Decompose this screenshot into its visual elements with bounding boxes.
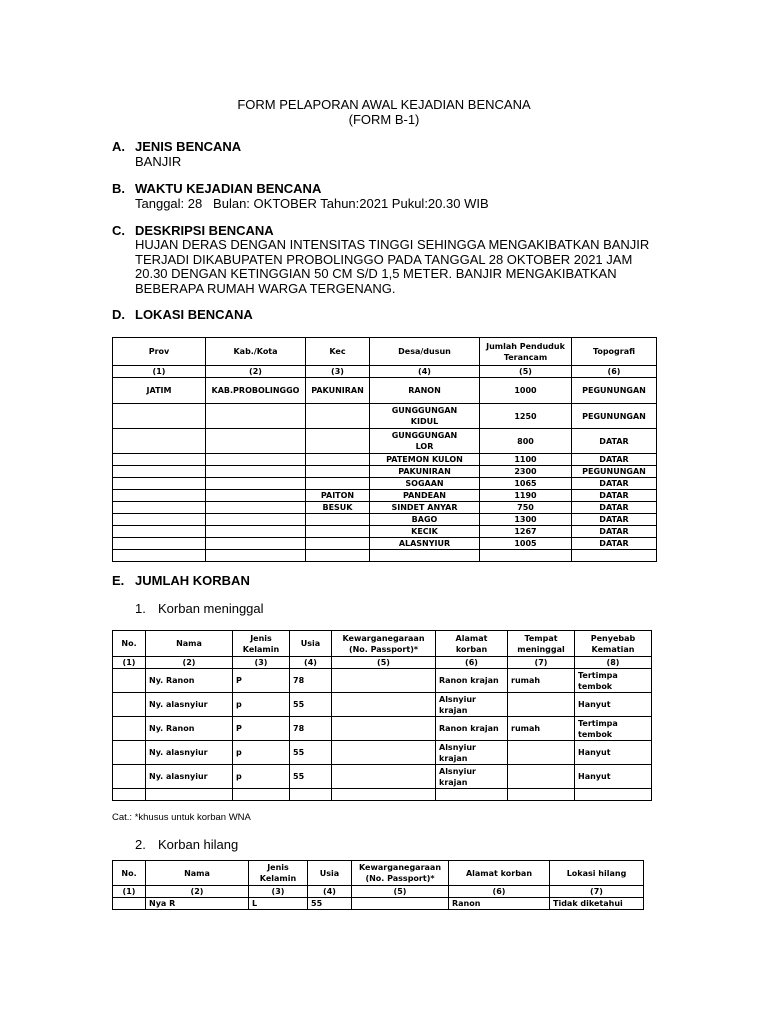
table-row (113, 789, 652, 801)
column-header: Topografi (572, 338, 657, 366)
table-cell: Ranon krajan (436, 717, 508, 741)
table-cell: p (233, 693, 290, 717)
column-number: (3) (306, 366, 370, 378)
table-row (113, 526, 657, 538)
section-heading: JUMLAH KORBAN (135, 573, 250, 588)
table-cell: 55 (290, 693, 332, 717)
table-cell (113, 514, 206, 526)
column-number: (1) (113, 657, 146, 669)
table-cell: PEGUNUNGAN (572, 466, 657, 478)
table-cell: Alsnyiur krajan (436, 765, 508, 789)
table-cell: PEGUNUNGAN (572, 378, 657, 404)
section-heading: DESKRIPSI BENCANA (135, 223, 274, 238)
table-row (113, 741, 652, 765)
section-letter: C. (112, 223, 125, 238)
table-cell: ALASNYIUR (370, 538, 480, 550)
table-cell (306, 429, 370, 454)
table-cell: PATEMON KULON (370, 454, 480, 466)
column-number: (8) (575, 657, 652, 669)
section-heading: LOKASI BENCANA (135, 307, 253, 322)
column-header: Penyebab Kematian (575, 631, 652, 657)
column-header: Alamat korban (449, 861, 550, 886)
table-cell (332, 789, 436, 801)
table-cell: 1005 (480, 538, 572, 550)
table-cell (508, 789, 575, 801)
table-cell (332, 717, 436, 741)
table-cell: Tidak diketahui (550, 898, 644, 910)
table-cell: Hanyut (575, 765, 652, 789)
section-b-value: Tanggal: 28 Bulan: OKTOBER Tahun:2021 Pukul:20.30 WIB (135, 196, 489, 211)
column-number: (3) (249, 886, 308, 898)
table-cell: PEGUNUNGAN (572, 404, 657, 429)
column-header: Usia (308, 861, 352, 886)
table-cell (113, 693, 146, 717)
table-cell: DATAR (572, 429, 657, 454)
column-number: (4) (290, 657, 332, 669)
table-row (113, 378, 657, 404)
table-cell (575, 789, 652, 801)
table-cell (206, 429, 306, 454)
column-number: (2) (146, 886, 249, 898)
column-number: (4) (308, 886, 352, 898)
section-a-value: BANJIR (135, 154, 182, 169)
column-header: Lokasi hilang (550, 861, 644, 886)
table-cell (113, 550, 206, 562)
table-cell (370, 550, 480, 562)
table-cell (113, 478, 206, 490)
korban-meninggal-table (112, 630, 652, 801)
table-cell (332, 741, 436, 765)
table-cell (206, 538, 306, 550)
table-cell: 750 (480, 502, 572, 514)
table-cell: Ny. alasnyiur (146, 741, 233, 765)
column-header: Usia (290, 631, 332, 657)
table-cell: 1300 (480, 514, 572, 526)
table-row (113, 898, 644, 910)
table-cell: PAKUNIRAN (306, 378, 370, 404)
column-header: Alamat korban (436, 631, 508, 657)
section-heading: JENIS BENCANA (135, 139, 242, 154)
description-line: BEBERAPA RUMAH WARGA TERGENANG. (135, 280, 396, 296)
table-row (113, 404, 657, 429)
table-cell: 1000 (480, 378, 572, 404)
table-cell: GUNGGUNGAN KIDUL (370, 404, 480, 429)
table-cell: DATAR (572, 514, 657, 526)
table-cell (306, 550, 370, 562)
column-header: Nama (146, 631, 233, 657)
table-row (113, 717, 652, 741)
table-cell: PANDEAN (370, 490, 480, 502)
section-b-heading (112, 182, 321, 196)
table-cell (332, 693, 436, 717)
table-cell: Hanyut (575, 741, 652, 765)
column-header: Kec (306, 338, 370, 366)
table-cell (332, 669, 436, 693)
table-row (113, 538, 657, 550)
table-cell: Hanyut (575, 693, 652, 717)
table-cell (508, 693, 575, 717)
table-cell: 55 (308, 898, 352, 910)
table-cell (113, 429, 206, 454)
table-row (113, 765, 652, 789)
table-cell (146, 789, 233, 801)
table-cell: Alsnyiur krajan (436, 693, 508, 717)
table-row (113, 550, 657, 562)
section-letter: D. (112, 307, 125, 322)
table-cell: Tertimpa tembok (575, 669, 652, 693)
column-number: (2) (146, 657, 233, 669)
table-cell: 1100 (480, 454, 572, 466)
table-cell: JATIM (113, 378, 206, 404)
column-header: Kewarganegaraan (No. Passport)* (352, 861, 449, 886)
table-cell: Ny. Ranon (146, 717, 233, 741)
table-cell: Ranon krajan (436, 669, 508, 693)
table-cell (306, 478, 370, 490)
table-cell: p (233, 765, 290, 789)
table-cell: 78 (290, 669, 332, 693)
table-cell (306, 514, 370, 526)
table-cell: 55 (290, 765, 332, 789)
table-cell (113, 526, 206, 538)
table-cell (113, 789, 146, 801)
column-header: No. (113, 861, 146, 886)
table-cell: 1065 (480, 478, 572, 490)
column-number: (6) (436, 657, 508, 669)
description-line: 20.30 DENGAN KETINGGIAN 50 CM S/D 1,5 METER. BANJIR MENGAKIBATKAN (135, 266, 617, 281)
column-number: (7) (550, 886, 644, 898)
table-cell: Ny. alasnyiur (146, 693, 233, 717)
table-row (113, 514, 657, 526)
table-cell (113, 454, 206, 466)
description-line: HUJAN DERAS DENGAN INTENSITAS TINGGI SEHINGGA MENGAKIBATKAN BANJIR (135, 237, 650, 252)
table-cell: Tertimpa tembok (575, 717, 652, 741)
section-c-description (135, 238, 655, 296)
table-row (113, 478, 657, 490)
table-cell: BESUK (306, 502, 370, 514)
table-cell: Ny. alasnyiur (146, 765, 233, 789)
section-d-heading (112, 308, 253, 322)
table-cell (352, 898, 449, 910)
table-cell (306, 538, 370, 550)
table-cell (206, 502, 306, 514)
column-number: (4) (370, 366, 480, 378)
table-cell (113, 898, 146, 910)
description-line: TERJADI DIKABUPATEN PROBOLINGGO PADA TANGGAL 28 OKTOBER 2021 JAM (135, 251, 633, 267)
table-cell: 1190 (480, 490, 572, 502)
table-cell (113, 502, 206, 514)
table-row (113, 693, 652, 717)
table-cell: rumah (508, 669, 575, 693)
table-cell: BAGO (370, 514, 480, 526)
column-number: (6) (572, 366, 657, 378)
column-header: Desa/dusun (370, 338, 480, 366)
table-cell (113, 466, 206, 478)
table-row (113, 429, 657, 454)
table-cell (206, 478, 306, 490)
table-cell (306, 454, 370, 466)
table-cell (113, 765, 146, 789)
column-number: (2) (206, 366, 306, 378)
form-title: FORM PELAPORAN AWAL KEJADIAN BENCANA (237, 97, 531, 112)
table-cell: 800 (480, 429, 572, 454)
column-header: Nama (146, 861, 249, 886)
table-cell: DATAR (572, 478, 657, 490)
table-cell (206, 466, 306, 478)
section-letter: E. (112, 573, 125, 588)
section-a-heading (112, 140, 241, 154)
table-cell (113, 404, 206, 429)
table-cell (508, 741, 575, 765)
header-row (113, 338, 657, 366)
table-cell: 55 (290, 741, 332, 765)
table-row (113, 669, 652, 693)
column-header: Tempat meninggal (508, 631, 575, 657)
table-cell (113, 741, 146, 765)
table-cell: DATAR (572, 526, 657, 538)
table-cell (206, 514, 306, 526)
table-cell: DATAR (572, 454, 657, 466)
header-row (113, 631, 652, 657)
table-cell (113, 717, 146, 741)
table-cell (572, 550, 657, 562)
korban-hilang-label: 2. Korban hilang (135, 837, 239, 852)
table-cell: Ranon (449, 898, 550, 910)
header-row (113, 861, 644, 886)
section-e-heading (112, 574, 250, 588)
form-subtitle: (FORM B-1) (348, 112, 420, 127)
column-number: (6) (449, 886, 550, 898)
table-row (113, 490, 657, 502)
table-cell (233, 789, 290, 801)
table-cell (206, 550, 306, 562)
column-number: (1) (113, 366, 206, 378)
table-cell: 1250 (480, 404, 572, 429)
column-number-row (113, 886, 644, 898)
column-number: (1) (113, 886, 146, 898)
korban-hilang-table (112, 860, 644, 910)
column-header: Jenis Kelamin (233, 631, 290, 657)
table-cell (436, 789, 508, 801)
table-cell: 78 (290, 717, 332, 741)
table-cell (290, 789, 332, 801)
section-letter: B. (112, 181, 125, 196)
table-cell (113, 538, 206, 550)
table-cell (113, 669, 146, 693)
table-cell: P (233, 717, 290, 741)
column-header: No. (113, 631, 146, 657)
table-cell (480, 550, 572, 562)
table-cell (206, 526, 306, 538)
table-row (113, 502, 657, 514)
table-cell: KAB.PROBOLINGGO (206, 378, 306, 404)
korban-meninggal-label: 1. Korban meninggal (135, 601, 264, 616)
table-cell (206, 490, 306, 502)
column-number: (5) (352, 886, 449, 898)
table-cell: Nya R (146, 898, 249, 910)
table-cell: 1267 (480, 526, 572, 538)
column-header: Prov (113, 338, 206, 366)
section-c-heading (112, 224, 274, 238)
table-cell: Alsnyiur krajan (436, 741, 508, 765)
table-cell: SOGAAN (370, 478, 480, 490)
column-header: Jumlah Penduduk Terancam (480, 338, 572, 366)
table-cell: P (233, 669, 290, 693)
section-letter: A. (112, 139, 125, 154)
table-cell: PAKUNIRAN (370, 466, 480, 478)
column-number: (5) (480, 366, 572, 378)
table-cell (206, 454, 306, 466)
column-number-row (113, 657, 652, 669)
table-cell: SINDET ANYAR (370, 502, 480, 514)
table-cell (113, 490, 206, 502)
table-cell: KECIK (370, 526, 480, 538)
table-cell: GUNGGUNGAN LOR (370, 429, 480, 454)
wna-note: Cat.: *khusus untuk korban WNA (112, 812, 251, 823)
table-cell (306, 466, 370, 478)
table-cell: p (233, 741, 290, 765)
section-heading: WAKTU KEJADIAN BENCANA (135, 181, 322, 196)
table-cell: L (249, 898, 308, 910)
column-number: (7) (508, 657, 575, 669)
table-cell: 2300 (480, 466, 572, 478)
table-cell (332, 765, 436, 789)
table-cell: DATAR (572, 490, 657, 502)
table-cell: DATAR (572, 502, 657, 514)
table-cell: PAITON (306, 490, 370, 502)
table-cell (306, 404, 370, 429)
table-cell (508, 765, 575, 789)
table-row (113, 454, 657, 466)
table-cell: Ny. Ranon (146, 669, 233, 693)
table-row (113, 466, 657, 478)
table-cell: RANON (370, 378, 480, 404)
column-header: Kab./Kota (206, 338, 306, 366)
column-number: (3) (233, 657, 290, 669)
column-number: (5) (332, 657, 436, 669)
table-cell: DATAR (572, 538, 657, 550)
column-header: Jenis Kelamin (249, 861, 308, 886)
table-cell: rumah (508, 717, 575, 741)
column-header: Kewarganegaraan (No. Passport)* (332, 631, 436, 657)
lokasi-bencana-table (112, 337, 657, 562)
table-cell (206, 404, 306, 429)
table-cell (306, 526, 370, 538)
column-number-row (113, 366, 657, 378)
